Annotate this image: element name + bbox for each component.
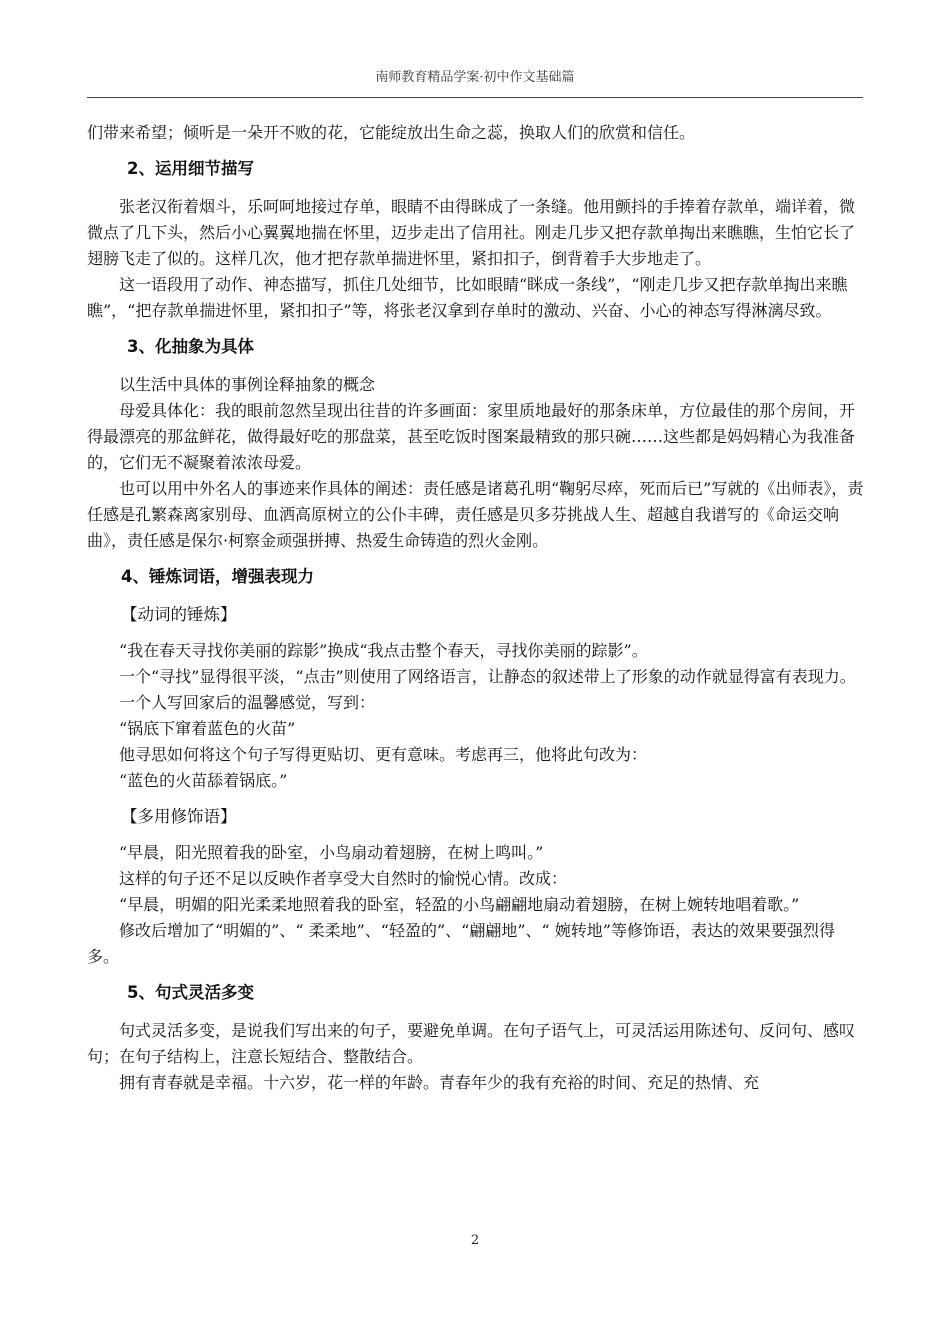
paragraph: “我在春天寻找你美丽的踪影”换成“我点击整个春天，寻找你美丽的踪影”。 xyxy=(119,641,648,660)
section-heading-2: 2、运用细节描写 xyxy=(127,159,254,178)
paragraph: 修改后增加了“明媚的”、“ 柔柔地”、“轻盈的”、“翩翩地”、“ 婉转地”等修饰语，表达的效果要强烈得多。 xyxy=(87,921,835,966)
page-body xyxy=(87,120,865,1096)
header-rule xyxy=(87,97,863,98)
paragraph: “早晨，明媚的阳光柔柔地照着我的卧室，轻盈的小鸟翩翩地扇动着翅膀，在树上婉转地唱着歌。” xyxy=(119,895,800,914)
paragraph: 他寻思如何将这个句子写得更贴切、更有意味。考虑再三，他将此句改为： xyxy=(119,745,648,764)
section-heading-4: 4、锤炼词语，增强表现力 xyxy=(121,567,314,586)
paragraph: 句式灵活多变，是说我们写出来的句子，要避免单调。在句子语气上，可灵活运用陈述句、反问句、感叹句；在句子结构上，注意长短结合、整散结合。 xyxy=(87,1021,856,1066)
section-heading-5: 5、句式灵活多变 xyxy=(127,983,254,1002)
paragraph: 们带来希望；倾听是一朵开不败的花，它能绽放出生命之蕊，换取人们的欣赏和信任。 xyxy=(87,123,696,142)
paragraph: 这样的句子还不足以反映作者享受大自然时的愉悦心情。改成： xyxy=(119,869,568,888)
paragraph: 张老汉衔着烟斗，乐呵呵地接过存单，眼睛不由得眯成了一条缝。他用颤抖的手捧着存款单，端详着，微微点了几下头，然后小心翼翼地揣在怀里，迈步走出了信用社。刚走几步又把存款单掏出来瞧瞧，生怕它长了翅膀飞走了似的。这样几次，他才把存款单揣进怀里，紧扣扣子，倒背着手大步地走了。 xyxy=(87,197,856,268)
paragraph: “早晨，阳光照着我的卧室，小鸟扇动着翅膀，在树上鸣叫。” xyxy=(119,843,544,862)
paragraph: 拥有青春就是幸福。十六岁，花一样的年龄。青春年少的我有充裕的时间、充足的热情、充 xyxy=(119,1073,760,1092)
paragraph: 以生活中具体的事例诠释抽象的概念 xyxy=(119,375,376,394)
paragraph: 这一语段用了动作、神态描写，抓住几处细节，比如眼睛“眯成一条线”，“刚走几步又把存款单掏出来瞧瞧”，“把存款单揣进怀里，紧扣扣子”等，将张老汉拿到存单时的激动、兴奋、小心的神态写得淋漓尽致。 xyxy=(87,275,848,320)
subheading-modifiers: 【多用修饰语】 xyxy=(121,807,237,826)
page-header: 南师教育精品学案·初中作文基础篇 xyxy=(375,70,575,85)
paragraph: 母爱具体化：我的眼前忽然呈现出往昔的许多画面：家里质地最好的那条床单，方位最佳的那个房间，开得最漂亮的那盆鲜花，做得最好吃的那盘菜，甚至吃饭时图案最精致的那只碗……这些都是妈妈精心为我准备的，它们无不凝聚着浓浓母爱。 xyxy=(87,401,856,472)
paragraph: 也可以用中外名人的事迹来作具体的阐述：责任感是诸葛孔明“鞠躬尽瘁，死而后已”写就的《出师表》，责任感是孔繁森离家别母、血洒高原树立的公仆丰碑，责任感是贝多芬挑战人生、超越自我谱写的《命运交响曲》，责任感是保尔·柯察金顽强拼搏、热爱生命铸造的烈火金刚。 xyxy=(87,479,864,550)
page-number: 2 xyxy=(470,1233,480,1248)
paragraph: 一个“寻找”显得很平淡，“点击”则使用了网络语言，让静态的叙述带上了形象的动作就显得富有表现力。 xyxy=(119,667,856,686)
paragraph: “锅底下窜着蓝色的火苗” xyxy=(119,719,296,738)
paragraph: “蓝色的火苗舔着锅底。” xyxy=(119,771,288,790)
paragraph: 一个人写回家后的温馨感觉，写到： xyxy=(119,693,376,712)
section-heading-3: 3、化抽象为具体 xyxy=(127,337,254,356)
subheading-verbs: 【动词的锤炼】 xyxy=(121,605,237,624)
